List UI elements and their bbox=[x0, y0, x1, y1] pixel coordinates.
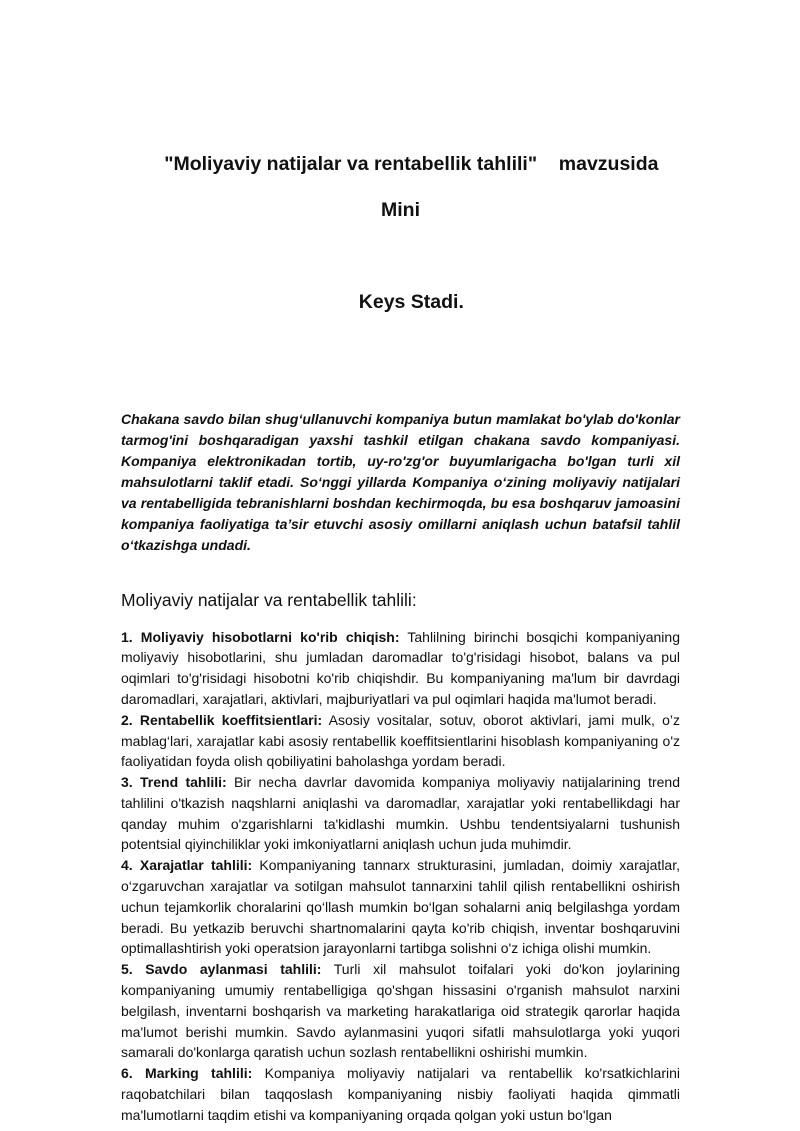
title-line-1: "Moliyaviy natijalar va rentabellik tahlili" mavzusida Mini bbox=[164, 153, 664, 221]
list-item bbox=[121, 959, 680, 1063]
item-text: Tahlilning birinchi bosqichi kompaniyaning moliyaviy hisobotlarini, shu jumladan daromadlar to'g'risidagi hisobot, balans va pul oqimlari to'g'risidagi hisobotni ko'rib chiqishdir. Bu kompaniyaning ma'lum bir davrdagi daromadlari, xarajatlari, aktivlari, majburiyatlari va pul oqimlari haqida ma'lumot beradi. bbox=[121, 628, 680, 707]
item-text: Asosiy vositalar, sotuv, oborot aktivlari, jami mulk, o’z mablag‘lari, xarajatlar kabi asosiy rentabellik koeffitsientlarini hisoblash kompaniyaning o'z faoliyatidan foyda olish qobiliyatini baholashga yordam beradi. bbox=[121, 711, 680, 770]
item-lead: 1. Moliyaviy hisobotlarni ko'rib chiqish: bbox=[121, 628, 400, 645]
list-item bbox=[121, 772, 680, 855]
list-item bbox=[121, 627, 680, 710]
item-text: Turli xil mahsulot toifalari yoki do'kon joylarining kompaniyaning umumiy rentabelligiga qo'shgan hissasini o'rganish mahsulot narxini belgilash, inventarni boshqarish va marketing harakatlariga oid strategik qarorlar haqida ma'lumot berishi mumkin. Savdo aylanmasini yuqori sifatli mahsulotlarga yoki yuqori samarali do'konlarga qaratish uchun sozlash rentabellikni oshirishi mumkin. bbox=[121, 961, 680, 1061]
intro-paragraph: Chakana savdo bilan shug‘ullanuvchi kompaniya butun mamlakat bo'ylab do'konlar tarmog'ini boshqaradigan yaxshi tashkil etilgan chakana savdo kompaniyasi. Kompaniya elektronikadan tortib, uy-ro'zg'or buyumlarigacha bo'lgan turli xil mahsulotlarni taklif etadi. So‘nggi yillarda Kompaniya o‘zining moliyaviy natijalari va rentabelligida tebranishlarni boshdan kechirmoqda, bu esa boshqaruv jamoasini kompaniya faoliyatiga ta’sir etuvchi asosiy omillarni aniqlash uchun batafsil tahlil o‘tkazishga undadi. bbox=[121, 411, 680, 553]
item-text: Kompaniya moliyaviy natijalari va rentabellik ko'rsatkichlarini raqobatchilari bilan taqqoslash kompaniyaning nisbiy faoliyati haqida qimmatli ma'lumotlarni taqdim etishi va kompaniyaning orqada qolgan yoki ustun bo'lgan bbox=[121, 1065, 680, 1123]
section-heading: Moliyaviy natijalar va rentabellik tahlili: bbox=[121, 590, 417, 610]
item-lead: 4. Xarajatlar tahlili: bbox=[121, 857, 253, 874]
item-lead: 6. Marking tahlili: bbox=[121, 1065, 253, 1082]
document-title bbox=[121, 95, 680, 371]
list-item bbox=[121, 855, 680, 959]
item-lead: 2. Rentabellik koeffitsientlari: bbox=[121, 711, 323, 728]
title-line-2: Keys Stadi. bbox=[358, 291, 464, 313]
list-item bbox=[121, 1063, 680, 1125]
analysis-list bbox=[121, 627, 680, 1126]
item-text: Bir necha davrlar davomida kompaniya moliyaviy natijalarining trend tahlilini o'tkazish naqshlarni aniqlashi va daromadlar, xarajatlar yoki rentabellikdagi har qanday muhim o'zgarishlarni ta'kidlashi mumkin. Ushbu tendentsiyalarni tushunish potentsial qiyinchiliklar yoki imkoniyatlarni aniqlash uchun juda muhimdir. bbox=[121, 774, 680, 853]
item-text: Kompaniyaning tannarx strukturasini, jumladan, doimiy xarajatlar, o‘zgaruvchan xarajatlar va sotilgan mahsulot tannarxini tahlil qilish rentabellikni oshirish uchun tejamkorlik choralarini qo‘llash mumkin bo‘lgan sohalarni aniq belgilashga yordam beradi. Bu yetkazib beruvchi shartnomalarini qayta ko'rib chiqish, inventar boshqaruvini optimallashtirish yoki operatsion jarayonlarni tartibga solishni o'z ichiga olishi mumkin. bbox=[121, 857, 680, 957]
item-lead: 5. Savdo aylanmasi tahlili: bbox=[121, 961, 322, 978]
item-lead: 3. Trend tahlili: bbox=[121, 774, 227, 791]
list-item bbox=[121, 710, 680, 772]
document-page bbox=[121, 95, 680, 1126]
